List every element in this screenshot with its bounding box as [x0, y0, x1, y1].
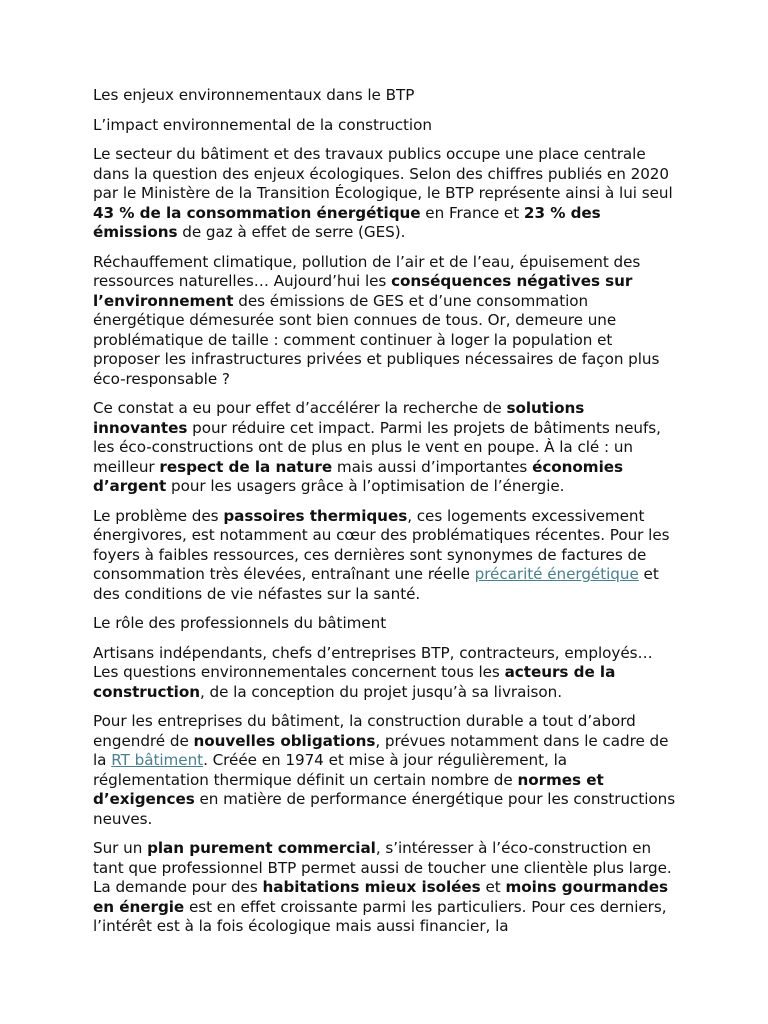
text-run: Ce constat a eu pour effet d’accélérer la recherche de	[93, 399, 507, 417]
text-run: Le rôle des professionnels du bâtiment	[93, 614, 387, 632]
paragraph	[93, 399, 676, 497]
text-run: . Créée en 1974 et mise à jour régulièrement, la réglementation thermique définit un certain nombre de	[93, 751, 567, 789]
text-run: Le problème des	[93, 506, 224, 525]
bold-text: conséquences négatives sur l’environnement	[93, 272, 633, 310]
text-run: , s’intéresser à l’éco-construction en tant que professionnel BTP permet aussi de toucher une clientèle plus large. La demande pour des	[93, 839, 672, 896]
inline-link[interactable]: précarité énergétique	[474, 565, 639, 583]
text-run: est en effet croissante parmi les particuliers. Pour ces derniers, l’intérêt est à la fois écologique mais aussi financier, la	[93, 897, 667, 935]
bold-text: solutions innovantes	[93, 399, 585, 437]
text-run: , prévues notamment dans le cadre de la	[93, 731, 669, 769]
paragraph	[93, 507, 676, 605]
bold-text: passoires thermiques	[223, 506, 408, 525]
text-run: de gaz à effet de serre (GES).	[177, 223, 406, 241]
text-run: pour les usagers grâce à l’optimisation de l’énergie.	[166, 477, 565, 495]
text-run: en France et	[420, 203, 524, 222]
paragraph	[93, 253, 676, 390]
document-body	[93, 86, 676, 937]
paragraph	[93, 712, 676, 829]
text-run: et	[480, 878, 506, 896]
paragraph	[93, 145, 676, 243]
text-run: Les enjeux environnementaux dans le BTP	[93, 86, 415, 104]
bold-text: habitations mieux isolées	[262, 878, 481, 896]
paragraph	[93, 86, 676, 106]
inline-link[interactable]: RT bâtiment	[111, 751, 204, 769]
text-run: , de la conception du projet jusqu’à sa livraison.	[199, 682, 562, 701]
text-run: des émissions de GES et d’une consommation énergétique démesurée sont bien connues de tous. Or, demeure une problématique de taille : comment continuer à loger la population et proposer les infrastructures privées et publiques nécessaires de façon plus éco-responsable ?	[93, 291, 660, 388]
bold-text: plan purement commercial	[147, 839, 376, 857]
text-run: pour réduire cet impact. Parmi les projets de bâtiments neufs, les éco-constructions ont de plus en plus le vent en poupe. À la clé : un meilleur	[93, 418, 661, 476]
text-run: , ces logements excessivement énergivores, est notamment au cœur des problématiques récentes. Pour les foyers à faibles ressources, ces dernières sont synonymes de factures de consommation très élevées, entraînant une réelle	[93, 506, 670, 583]
text-run: L’impact environnemental de la construction	[93, 115, 432, 134]
text-run: Artisans indépendants, chefs d’entreprises BTP, contracteurs, employés… Les questions environnementales concernent tous les	[93, 643, 653, 681]
bold-text: respect de la nature	[159, 457, 333, 476]
paragraph	[93, 614, 676, 634]
bold-text: acteurs de la construction	[93, 663, 616, 701]
bold-text: économies d’argent	[93, 457, 623, 495]
text-run: en matière de performance énergétique pour les constructions neuves.	[93, 790, 676, 828]
bold-text: 43 % de la consommation énergétique	[93, 203, 421, 222]
text-run: Pour les entreprises du bâtiment, la construction durable a tout d’abord engendré de	[93, 712, 636, 750]
bold-text: nouvelles obligations	[193, 731, 376, 750]
text-run: Réchauffement climatique, pollution de l’air et de l’eau, épuisement des ressources naturelles… Aujourd’hui les	[93, 252, 641, 290]
text-run: Sur un	[93, 839, 148, 857]
bold-text: moins gourmandes en énergie	[93, 878, 668, 916]
paragraph	[93, 116, 676, 136]
paragraph	[93, 644, 676, 703]
text-run: et des conditions de vie néfastes sur la santé.	[93, 565, 659, 603]
text-run: Le secteur du bâtiment et des travaux publics occupe une place centrale dans la question des enjeux écologiques. Selon des chiffres publiés en 2020 par le Ministère de la Transition Écologique, le BTP représente ainsi à lui seul	[93, 145, 673, 202]
paragraph	[93, 839, 676, 937]
text-run: mais aussi d’importantes	[332, 457, 533, 476]
bold-text: normes et d’exigences	[93, 770, 604, 808]
bold-text: 23 % des émissions	[93, 203, 601, 241]
